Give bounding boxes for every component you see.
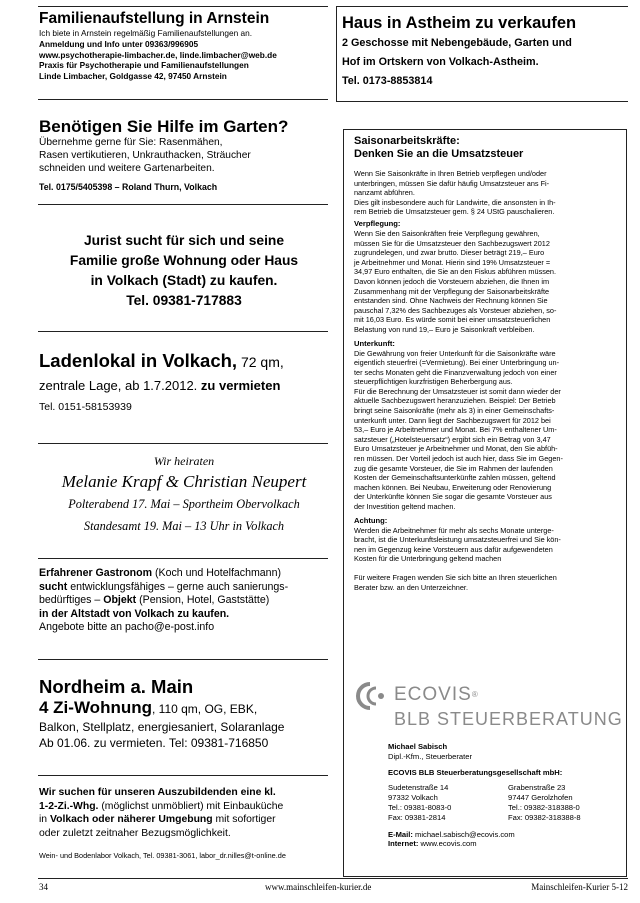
text-line: zugrundelegen, und zwar brutto. Dieser beträgt 219,– Euro: [354, 248, 545, 258]
ad-text-bold: sucht: [39, 580, 68, 593]
text-line: zug die gesamte Vorsteuer, die Sie im Rahmen der laufenden: [354, 463, 553, 473]
text-line: bracht, ist die Unterkunftsleistung umsatzsteuerfrei und Sie kön-: [354, 535, 561, 545]
ad-text: (Koch und Hotelfachmann): [152, 567, 281, 579]
ad-contact: Wein- und Bodenlabor Volkach, Tel. 09381-3061, labor_dr.nilles@t-online.de: [39, 851, 286, 860]
ad-line: Rasen vertikutieren, Unkrauthacken, Sträucher: [39, 149, 251, 161]
text-line: satzsteuer („Hotelsteuersatz“) ergibt sich ein Betrag von 3,47: [354, 434, 551, 444]
ad-divider: [38, 204, 328, 205]
ad-text-bold: Erfahrener Gastronom: [39, 567, 153, 579]
ad-divider: [38, 99, 328, 100]
ad-text: entwicklungsfähiges – gerne auch sanierungs-: [67, 580, 289, 593]
text-line: der Unterkünfte können Sie sogar die gesamte Vorsteuer aus: [354, 492, 552, 502]
ad-line: [39, 376, 329, 396]
page-number: 34: [39, 882, 48, 892]
achtung-section: [354, 526, 617, 564]
text-line: aktuelle Sachbezugswert heranzuziehen. Beispiel: Der Betrieb: [354, 396, 556, 406]
text-line: Kosten der Gemeinschaftsunterkünfte zahlen müssen, geltend: [354, 473, 556, 483]
ad-line: [39, 698, 329, 719]
ad-text: zentrale Lage, ab 1.7.2012.: [39, 378, 198, 393]
text-line: Berater bzw. an den Unterzeichner.: [354, 582, 468, 592]
ad-intro: Wir heiraten: [153, 454, 215, 468]
ad-line: Standesamt 19. Mai – 13 Uhr in Volkach: [83, 519, 285, 533]
ad-title: Ladenlokal in Volkach,: [39, 350, 238, 371]
ecovis-sub: BLB STEUERBERATUNG: [394, 709, 623, 729]
ad-text: bedürftiges –: [39, 594, 104, 607]
ad-hochzeit: [39, 453, 329, 543]
text-line: ter sechs Monaten geht die Finanzverwaltung jedoch von einer: [354, 367, 557, 377]
text-line: 53,– Euro je Arbeitnehmer und Monat. Bei 7% enthaltener Um-: [354, 425, 557, 435]
office-volkach: [388, 783, 508, 822]
text-line: Die Gewährung von freier Unterkunft für die Saisonkräfte wäre: [354, 348, 556, 358]
ad-line: Hof im Ortskern von Volkach-Astheim.: [342, 56, 539, 68]
ad-line: Familie große Wohnung oder Haus: [69, 253, 299, 268]
ad-line: Balkon, Stellplatz, energiesaniert, Solaranlage: [39, 720, 285, 734]
ad-title-line: [39, 349, 329, 374]
ecovis-logo: [352, 682, 623, 734]
ad-line: [39, 813, 329, 827]
ad-line: in der Altstadt von Volkach zu kaufen.: [39, 607, 230, 620]
ad-auszubildende: [39, 786, 329, 866]
text-line: Euro Umsatzsteuer je Arbeitnehmer und Monat, den Sie abfüh-: [354, 444, 558, 454]
ad-line: Tel. 09381-717883: [126, 293, 242, 308]
text-line: je Arbeitnehmer und Monat. Hierin sind 19% Umsatzsteuer =: [354, 257, 551, 267]
text-line: ren müssen. Der Vorteil jedoch ist auch hier, dass Sie im Gegen-: [354, 454, 563, 464]
office-line: Tel.: 09382-318388-0: [508, 802, 580, 812]
text-line: entstanden sind. Ohne Nachweis der Rechnung können Sie: [354, 296, 548, 306]
ad-text: , 110 qm, OG, EBK,: [152, 702, 258, 716]
ad-text-bold: Objekt: [103, 594, 137, 607]
ad-garten: [39, 116, 329, 201]
ad-divider: [38, 443, 328, 444]
ad-line: Wir suchen für unseren Auszubildenden eine kl.: [39, 787, 276, 798]
contact-block: [388, 742, 620, 849]
ad-line: Linde Limbacher, Goldgasse 42, 97450 Arnstein: [39, 71, 227, 82]
ad-line: Praxis für Psychotherapie und Familienaufstellungen: [39, 60, 249, 71]
ad-text: (möglichst unmöbliert) mit Einbauküche: [98, 800, 284, 812]
ad-size: 72 qm,: [237, 354, 284, 370]
footer-issue: Mainschleifen-Kurier 5-12: [531, 882, 628, 892]
ad-line: Übernehme gerne für Sie: Rasenmähen,: [39, 137, 223, 148]
verpflegung-section: [354, 229, 617, 335]
ad-divider: [38, 331, 328, 332]
article-body: [354, 135, 617, 592]
ad-text: (Pension, Hotel, Gaststätte): [136, 594, 270, 607]
ad-line: [39, 594, 329, 608]
text-line: Für weitere Fragen wenden Sie sich bitte an Ihren steuerlichen: [354, 572, 557, 582]
text-line: nen im Gegenzug keine Vorsteuern aus dafür aufgewendeten: [354, 544, 553, 554]
ad-haus-astheim: [342, 12, 628, 98]
email-line: [388, 830, 620, 840]
ad-divider: [38, 659, 328, 660]
ad-jurist: [39, 231, 329, 315]
ad-familienaufstellung: [39, 10, 329, 92]
ad-top-rule-left: [38, 6, 328, 7]
intro-section: [354, 169, 617, 217]
ad-text-bold: Volkach oder näherer Umgebung: [49, 814, 213, 825]
text-line: 34,97 Euro enthalten, die Sie an den Fiskus abführen müssen.: [354, 267, 557, 277]
article-title: Saisonarbeitskräfte:: [354, 135, 460, 147]
ad-line: Jurist sucht für sich und seine: [83, 233, 285, 248]
text-line: rem Betrieb die Umsatzsteuer gem. § 24 UStG pauschalieren.: [354, 207, 555, 217]
office-line: 97332 Volkach: [388, 793, 438, 803]
ecovis-emblem-icon: [352, 682, 388, 710]
ad-title: Familienaufstellung in Arnstein: [39, 10, 270, 27]
ad-line: 2 Geschosse mit Nebengebäude, Garten und: [342, 37, 572, 49]
ad-line: [39, 581, 329, 595]
section-heading: Verpflegung:: [354, 218, 401, 228]
text-line: eigentlich steuerfrei (=Vermietung). Bei einer Unterbringung un-: [354, 358, 560, 368]
office-line: Tel.: 09381-8083-0: [388, 802, 452, 812]
ad-line: www.psychotherapie-limbacher.de, linde.limbacher@web.de: [39, 49, 277, 60]
text-line: Belastung von rund 19,– Euro je Saisonkraft verbleiben.: [354, 324, 535, 334]
text-line: unterkunft unter. Dann liegt der Sachbezugswert für 2012 bei: [354, 415, 551, 425]
ad-nordheim: [39, 675, 329, 755]
text-line: Für die Berechnung der Umsatzsteuer ist somit dann wieder der: [354, 386, 561, 396]
brand-text: ECOVIS: [394, 684, 472, 705]
text-line: Davon können jedoch die Vorsteuern abziehen, die Ihnen im: [354, 276, 550, 286]
section-heading: Achtung:: [354, 515, 388, 525]
unterkunft-section: [354, 349, 617, 512]
ad-gastronom: [39, 567, 329, 645]
ad-top-rule-right: [336, 6, 628, 7]
text-line: müssen Sie für die Umsatzsteuer den Sachbezugswert 2012: [354, 238, 550, 248]
section-heading: Unterkunft:: [354, 338, 395, 348]
ad-line: Angebote bitte an pacho@e-post.info: [39, 621, 215, 634]
ad-names: Melanie Krapf & Christian Neupert: [61, 472, 307, 491]
ad-line: schneiden und weitere Gartenarbeiten.: [39, 162, 215, 174]
article-saisonarbeitskraefte: [343, 129, 627, 877]
text-line: Werden die Arbeitnehmer für mehr als sechs Monate unterge-: [354, 525, 554, 535]
text-line: bringt seine Saisonkräfte (mehr als 3) in einer Gemeinschafts-: [354, 406, 555, 416]
email-label: E-Mail:: [388, 829, 413, 839]
office-gerolzhofen: [508, 783, 581, 822]
ad-line: Ab 01.06. zu vermieten. Tel: 09381-716850: [39, 736, 269, 750]
ad-divider: [38, 558, 328, 559]
text-line: Wenn Sie Saisonkräfte in Ihren Betrieb verpflegen und/oder: [354, 169, 547, 178]
text-line: Kosten für die Unterbringung geltend machen: [354, 554, 502, 564]
ad-title: Benötigen Sie Hilfe im Garten?: [39, 117, 289, 136]
internet-link[interactable]: www.ecovis.com: [418, 839, 477, 849]
ad-contact: Tel. 0175/5405398 – Roland Thurn, Volkach: [39, 182, 218, 193]
offices: [388, 783, 620, 822]
ad-divider: [336, 101, 628, 102]
article-subtitle: Denken Sie an die Umsatzsteuer: [354, 148, 524, 160]
ad-line: in Volkach (Stadt) zu kaufen.: [90, 273, 278, 288]
ad-line: Anmeldung und Info unter 09363/996905: [39, 38, 199, 49]
outro-section: [354, 573, 617, 592]
text-line: Dies gilt insbesondere auch für Landwirte, die ansonsten in Ih-: [354, 197, 556, 207]
ad-title: Haus in Astheim zu verkaufen: [342, 14, 577, 32]
footer-url[interactable]: www.mainschleifen-kurier.de: [265, 882, 372, 892]
ad-text: in: [39, 814, 50, 825]
text-line: Wenn Sie den Saisonkräften freie Verpflegung gewähren,: [354, 228, 540, 238]
text-line: mit 16,03 Euro. Es würde somit bei einer umsatzsteuerlichen: [354, 315, 551, 325]
ad-divider: [38, 775, 328, 776]
ad-text-bold: 1-2-Zi.-Whg.: [39, 800, 99, 812]
ad-line: oder zuletzt zeitnaher Bezugsmöglichkeit.: [39, 827, 231, 839]
person-title: Dipl.-Kfm., Steuerberater: [388, 751, 472, 761]
ad-line: Tel. 0173-8853814: [342, 75, 433, 87]
ad-line: Ich biete in Arnstein regelmäßig Familienaufstellungen an.: [39, 28, 253, 38]
office-line: 97447 Gerolzhofen: [508, 793, 573, 803]
ad-text: mit sofortiger: [212, 814, 276, 825]
brand-reg: ®: [471, 690, 479, 699]
footer-rule: [38, 878, 628, 879]
office-line: Grabenstraße 23: [508, 783, 566, 793]
ad-ladenlokal: [39, 349, 329, 419]
text-line: nanzamt abführen.: [354, 188, 415, 198]
ad-tel: Tel. 0151-58153939: [39, 401, 132, 413]
internet-line: [388, 839, 620, 849]
ad-sub: 4 Zi-Wohnung: [39, 698, 152, 717]
email-link[interactable]: michael.sabisch@ecovis.com: [412, 829, 515, 839]
ad-line: [39, 800, 329, 814]
office-line: Fax: 09382-318388-8: [508, 812, 581, 822]
text-line: machen können. Bei Neubau, Erweiterung oder Renovierung: [354, 482, 552, 492]
ad-line: [39, 567, 329, 581]
ad-left-border: [336, 6, 337, 101]
text-line: steuerpflichtigen kurzfristigen Beherbergung aus.: [354, 377, 513, 387]
company-name: ECOVIS BLB Steuerberatungsgesellschaft mbH:: [388, 767, 563, 777]
text-line: Zusammenhang mit der Verpflegung der Saisonarbeitskräfte: [354, 286, 550, 296]
ecovis-brand: [394, 684, 479, 706]
ad-line: Polterabend 17. Mai – Sportheim Obervolkach: [68, 497, 300, 511]
person-name: Michael Sabisch: [388, 742, 448, 751]
text-line: unterbringen, müssen Sie dafür häufig Umsatzsteuer ans Fi-: [354, 178, 550, 188]
text-line: pauschal 7,32% des Sachbezuges als Vorsteuer abziehen, so-: [354, 305, 557, 315]
ad-title: Nordheim a. Main: [39, 676, 194, 697]
text-line: der Investition geltend machen.: [354, 502, 456, 511]
office-line: Sudetenstraße 14: [388, 783, 449, 793]
internet-label: Internet:: [388, 839, 419, 849]
ad-text-bold: zu vermieten: [197, 378, 281, 393]
office-line: Fax: 09381-2814: [388, 812, 446, 822]
